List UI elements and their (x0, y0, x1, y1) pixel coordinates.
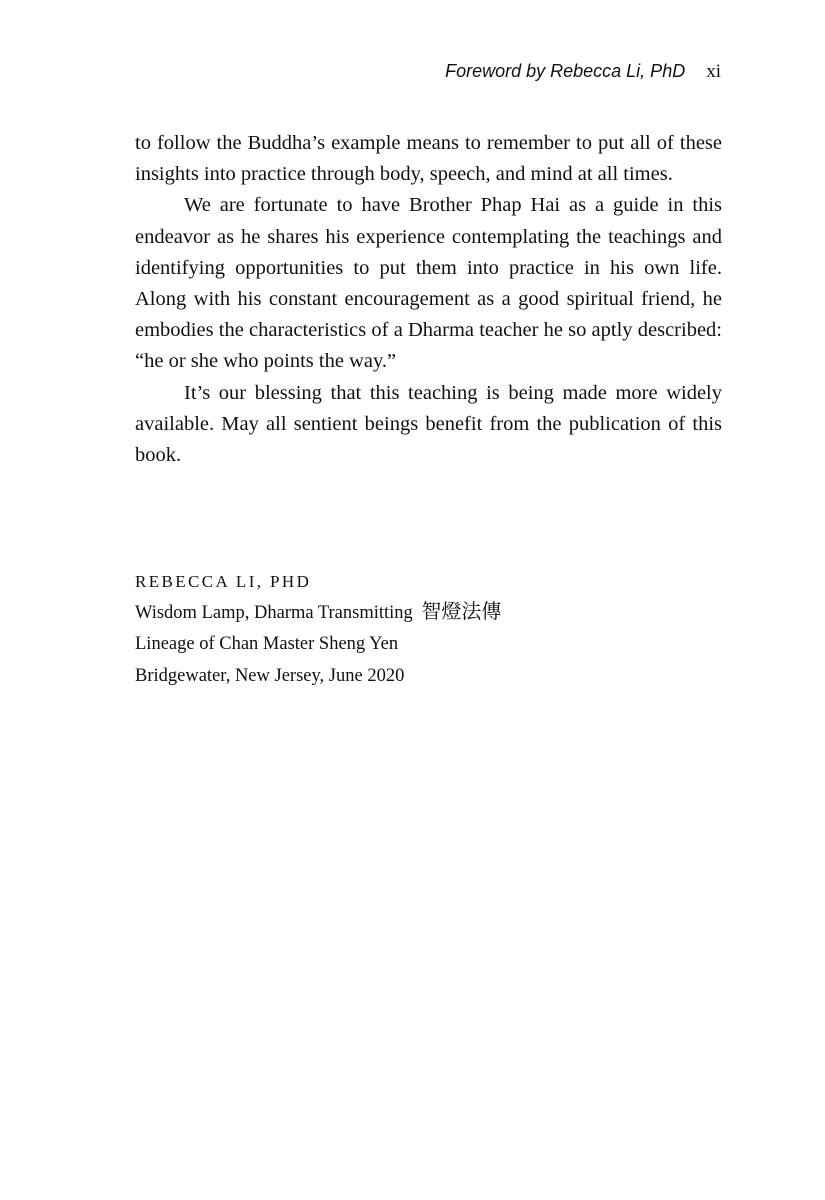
place-and-date: Bridgewater, New Jersey, June 2020 (135, 665, 405, 686)
author-title-chinese: 智燈法傳 (421, 601, 502, 623)
signature-block (135, 567, 735, 692)
author-title-text: Wisdom Lamp, Dharma Transmitting (135, 603, 413, 623)
paragraph-continued: to follow the Buddha’s example means to remember to put all of these insights into practice through body, speech, and mind at all times. (135, 132, 722, 186)
paragraph: We are fortunate to have Brother Phap Hai as a guide in this endeavor as he shares his experience contemplating the teachings and identifying opportunities to put them into practice in his own life. Along with his constant encouragement as a good spiritual friend, he embodies the characteristics of a Dharma teacher he so aptly described: “he or she who points the way.” (135, 194, 722, 373)
running-head (445, 58, 721, 85)
body-text (135, 128, 722, 471)
page-number: xi (706, 61, 721, 82)
running-head-title: Foreword by Rebecca Li, PhD (445, 61, 686, 81)
author-name: REBECCA LI, PHD (135, 572, 312, 591)
author-lineage: Lineage of Chan Master Sheng Yen (135, 634, 399, 655)
author-title (135, 597, 735, 629)
paragraph: It’s our blessing that this teaching is being made more widely available. May all sentient beings benefit from the publication of this book. (135, 381, 722, 467)
